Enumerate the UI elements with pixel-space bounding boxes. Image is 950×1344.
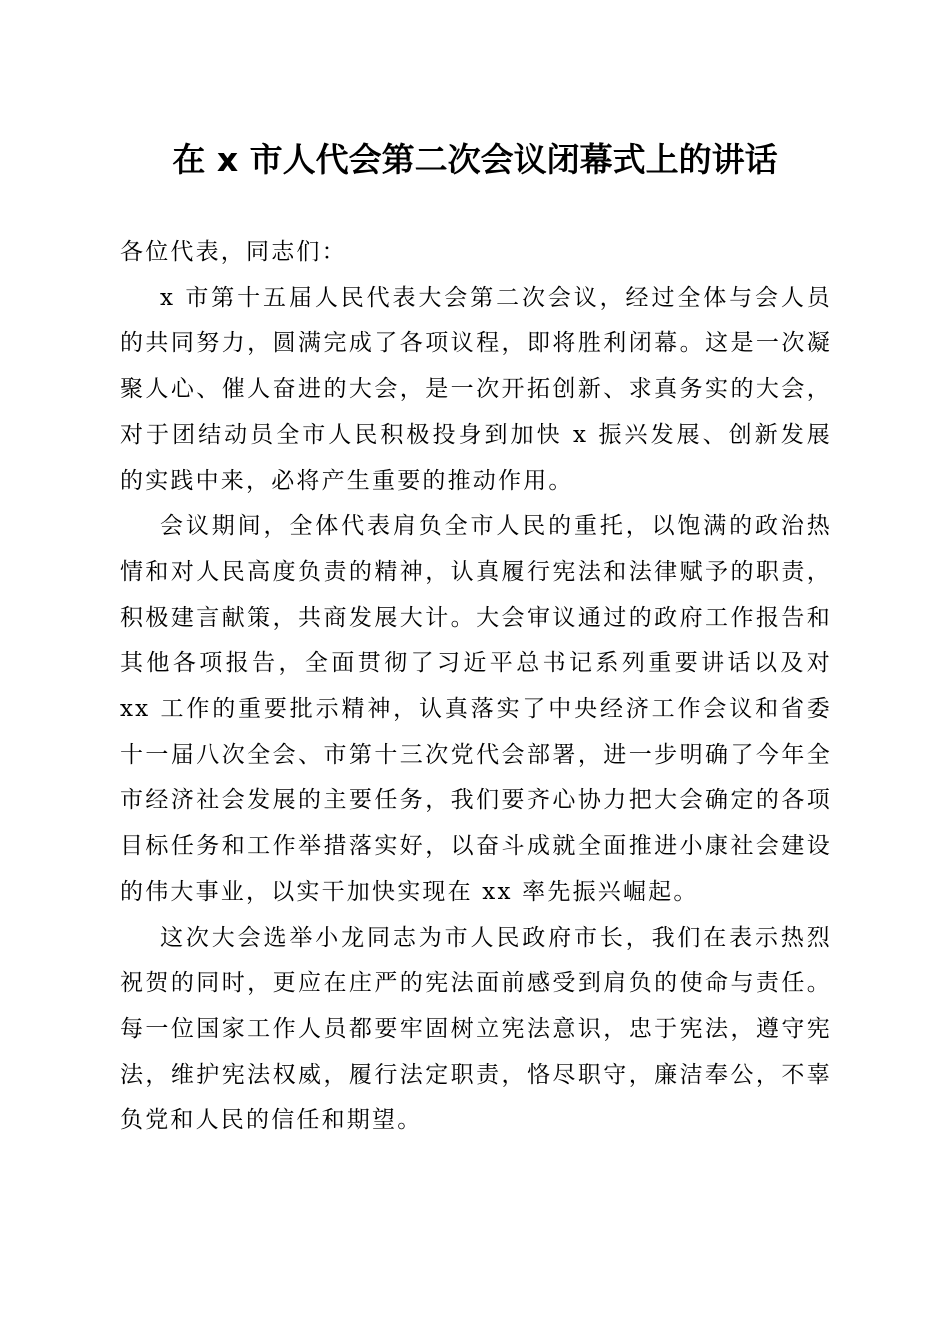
document-title: 在 x 市人代会第二次会议闭幕式上的讲话 [172,140,778,179]
paragraph-1: x 市第十五届人民代表大会第二次会议，经过全体与会人员的共同努力，圆满完成了各项议程，即将胜利闭幕。这是一次凝聚人心、催人奋进的大会，是一次开拓创新、求真务实的大会，对于团结动员全市人民积极投身到加快 x 振兴发展、创新发展的实践中来，必将产生重要的推动作用。 [120,284,832,494]
paragraph-3: 这次大会选举小龙同志为市人民政府市长，我们在表示热烈祝贺的同时，更应在庄严的宪法面前感受到肩负的使命与责任。每一位国家工作人员都要牢固树立宪法意识，忠于宪法，遵守宪法，维护宪法权威，履行法定职责，恪尽职守，廉洁奉公，不辜负党和人民的信任和期望。 [120,924,832,1134]
paragraph-2: 会议期间，全体代表肩负全市人民的重托，以饱满的政治热情和对人民高度负责的精神，认真履行宪法和法律赋予的职责，积极建言献策，共商发展大计。大会审议通过的政府工作报告和其他各项报告，全面贯彻了习近平总书记系列重要讲话以及对 xx 工作的重要批示精神，认真落实了中央经济工作会议和省委十一届八次全会、市第十三次党代会部署，进一步明确了今年全市经济社会发展的主要任务，我们要齐心协力把大会确定的各项目标任务和工作举措落实好，以奋斗成就全面推进小康社会建设的伟大事业，以实干加快实现在 xx 率先振兴崛起。 [120,513,832,905]
document-body [120,230,832,1144]
salutation: 各位代表，同志们： [120,239,347,265]
